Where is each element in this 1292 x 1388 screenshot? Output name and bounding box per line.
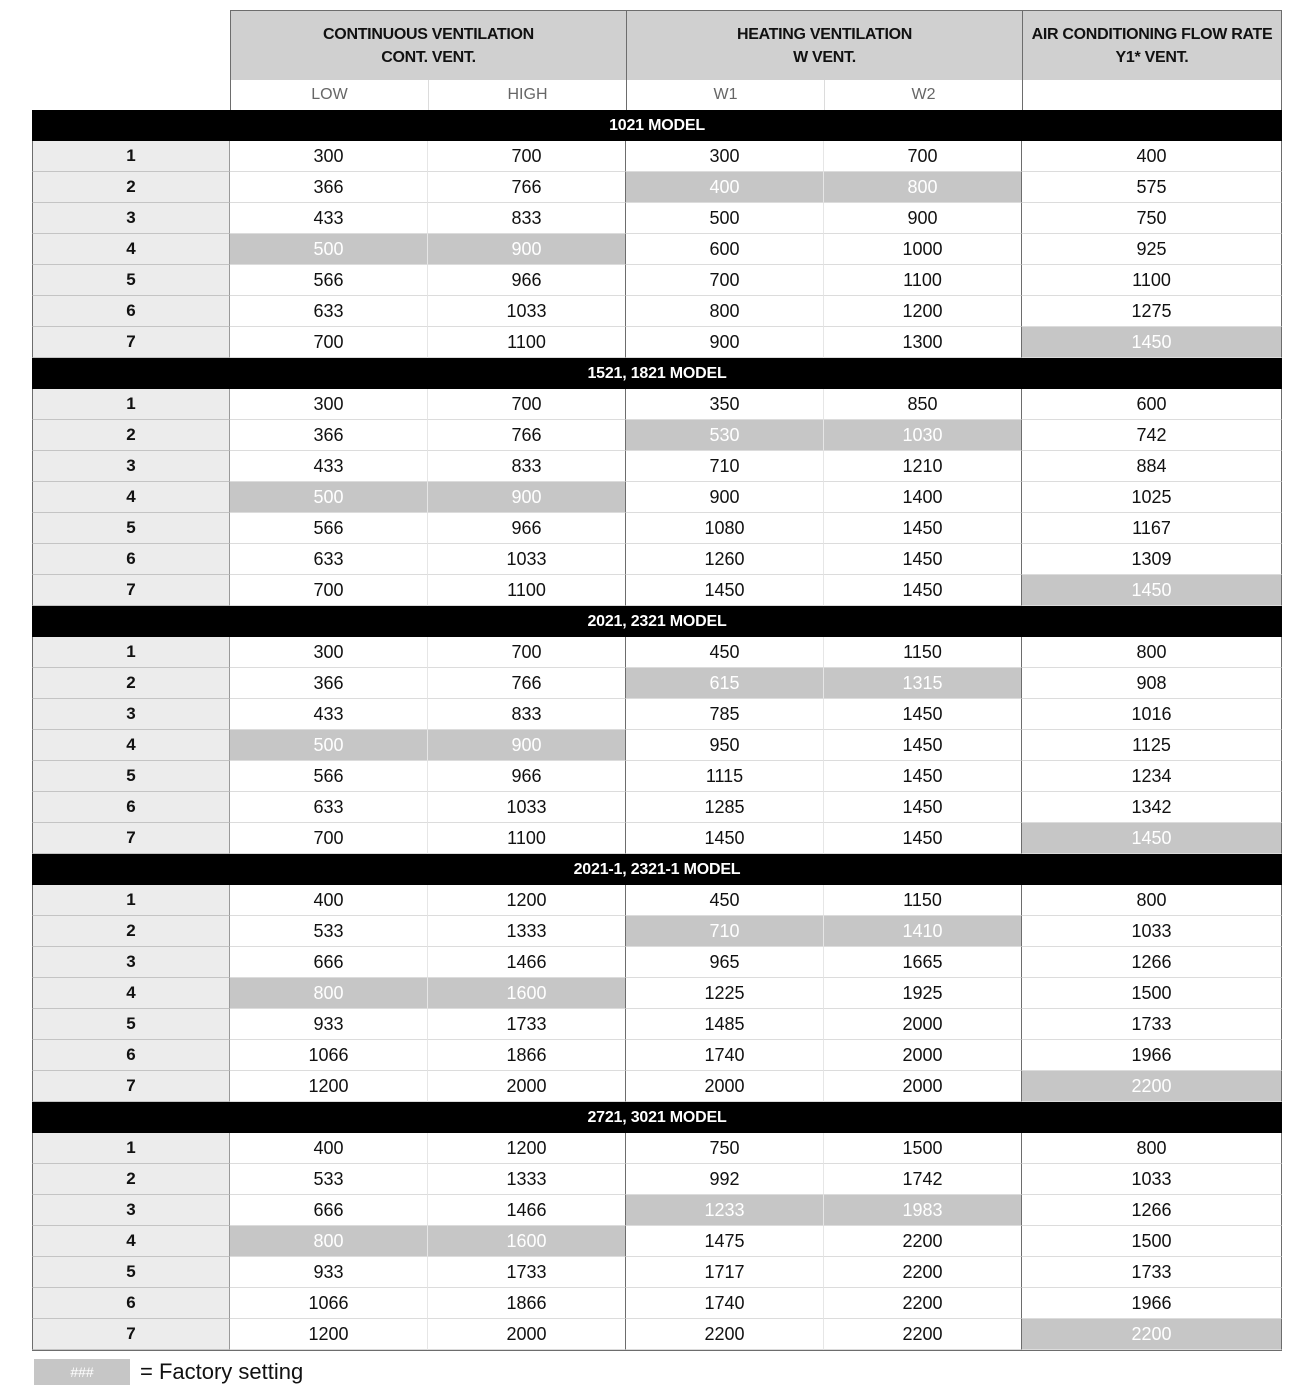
tap-number: 2 <box>32 172 230 203</box>
tap-number: 3 <box>32 203 230 234</box>
table-row <box>32 637 1282 668</box>
ac-flow-cell-factory-setting: 2200 <box>1022 1319 1282 1350</box>
cont-low-cell: 300 <box>230 389 428 420</box>
cont-low-cell-factory-setting: 500 <box>230 482 428 513</box>
ac-flow-cell: 800 <box>1022 637 1282 668</box>
cont-high-cell: 1466 <box>428 947 626 978</box>
table-row <box>32 1133 1282 1164</box>
cont-high-cell: 1033 <box>428 544 626 575</box>
heat-w1-cell-factory-setting: 400 <box>626 172 824 203</box>
table-row <box>32 1288 1282 1319</box>
tap-number: 6 <box>32 1040 230 1071</box>
ac-flow-cell: 1167 <box>1022 513 1282 544</box>
ac-flow-cell: 1234 <box>1022 761 1282 792</box>
heat-w1-cell: 1475 <box>626 1226 824 1257</box>
ac-flow-cell: 1033 <box>1022 916 1282 947</box>
tap-number: 3 <box>32 1195 230 1226</box>
heat-w2-cell: 2000 <box>824 1040 1022 1071</box>
ac-flow-cell: 1733 <box>1022 1009 1282 1040</box>
table-row <box>32 668 1282 699</box>
cont-low-cell: 700 <box>230 823 428 854</box>
cont-low-cell-factory-setting: 500 <box>230 234 428 265</box>
heat-w1-cell: 350 <box>626 389 824 420</box>
table-row <box>32 172 1282 203</box>
table-row <box>32 296 1282 327</box>
table-row <box>32 327 1282 358</box>
heat-w1-cell: 1285 <box>626 792 824 823</box>
heat-w2-cell: 2000 <box>824 1009 1022 1040</box>
cont-low-cell: 633 <box>230 792 428 823</box>
ac-flow-cell: 400 <box>1022 141 1282 172</box>
table-row <box>32 1319 1282 1350</box>
cont-high-cell: 766 <box>428 172 626 203</box>
cont-high-cell: 833 <box>428 451 626 482</box>
legend <box>34 1359 303 1385</box>
table-row <box>32 1164 1282 1195</box>
table-row <box>32 1071 1282 1102</box>
tap-number: 7 <box>32 575 230 606</box>
table-row <box>32 513 1282 544</box>
heat-w2-cell: 1665 <box>824 947 1022 978</box>
cont-low-cell: 300 <box>230 637 428 668</box>
tap-number: 1 <box>32 637 230 668</box>
heat-w2-cell: 1400 <box>824 482 1022 513</box>
cont-high-cell: 700 <box>428 141 626 172</box>
cont-high-cell: 1866 <box>428 1288 626 1319</box>
heat-w2-cell: 1925 <box>824 978 1022 1009</box>
cont-high-cell-factory-setting: 900 <box>428 730 626 761</box>
cont-low-cell: 566 <box>230 265 428 296</box>
table-row <box>32 389 1282 420</box>
cont-high-cell: 966 <box>428 761 626 792</box>
ac-flow-cell: 1500 <box>1022 978 1282 1009</box>
heat-w1-cell: 700 <box>626 265 824 296</box>
cont-high-cell: 966 <box>428 265 626 296</box>
heat-w2-cell: 1150 <box>824 637 1022 668</box>
heat-w1-cell: 710 <box>626 451 824 482</box>
model-band: 2021, 2321 MODEL <box>32 606 1282 637</box>
cont-low-cell: 366 <box>230 668 428 699</box>
tap-number: 7 <box>32 327 230 358</box>
heat-w1-cell: 2200 <box>626 1319 824 1350</box>
tap-number: 2 <box>32 420 230 451</box>
header-line2: W VENT. <box>793 48 856 66</box>
tap-number: 6 <box>32 792 230 823</box>
table-row <box>32 575 1282 606</box>
header-group-row <box>230 10 1282 80</box>
cont-high-cell: 1200 <box>428 885 626 916</box>
subheader-ac <box>1022 80 1282 110</box>
tap-number: 4 <box>32 234 230 265</box>
heat-w1-cell-factory-setting: 530 <box>626 420 824 451</box>
header-line1: CONTINUOUS VENTILATION <box>323 25 534 43</box>
heat-w2-cell-factory-setting: 800 <box>824 172 1022 203</box>
tap-number: 6 <box>32 1288 230 1319</box>
heat-w2-cell: 700 <box>824 141 1022 172</box>
table-row <box>32 1040 1282 1071</box>
heat-w1-cell: 1115 <box>626 761 824 792</box>
heat-w2-cell: 2200 <box>824 1226 1022 1257</box>
heat-w2-cell-factory-setting: 1030 <box>824 420 1022 451</box>
heat-w2-cell-factory-setting: 1983 <box>824 1195 1022 1226</box>
heat-w1-cell: 992 <box>626 1164 824 1195</box>
table-row <box>32 1257 1282 1288</box>
heat-w1-cell-factory-setting: 615 <box>626 668 824 699</box>
cont-high-cell-factory-setting: 900 <box>428 482 626 513</box>
cont-low-cell: 533 <box>230 916 428 947</box>
cont-low-cell: 933 <box>230 1257 428 1288</box>
tap-number: 5 <box>32 1257 230 1288</box>
table-row <box>32 234 1282 265</box>
table-row <box>32 761 1282 792</box>
cont-low-cell: 933 <box>230 1009 428 1040</box>
heat-w1-cell: 450 <box>626 637 824 668</box>
cont-high-cell: 1100 <box>428 575 626 606</box>
heat-w2-cell: 1200 <box>824 296 1022 327</box>
ac-flow-cell: 1266 <box>1022 947 1282 978</box>
cont-low-cell: 633 <box>230 296 428 327</box>
heat-w1-cell: 500 <box>626 203 824 234</box>
heat-w1-cell: 1485 <box>626 1009 824 1040</box>
ac-flow-cell: 742 <box>1022 420 1282 451</box>
tap-number: 1 <box>32 389 230 420</box>
table-row <box>32 1009 1282 1040</box>
tap-number: 2 <box>32 916 230 947</box>
table-row <box>32 978 1282 1009</box>
ac-flow-cell: 1966 <box>1022 1288 1282 1319</box>
cont-low-cell: 633 <box>230 544 428 575</box>
header-line1: AIR CONDITIONING FLOW RATE <box>1031 25 1273 43</box>
tap-number: 4 <box>32 482 230 513</box>
cont-high-cell: 1733 <box>428 1257 626 1288</box>
table-row <box>32 544 1282 575</box>
airflow-table-body <box>32 110 1282 1351</box>
cont-low-cell: 533 <box>230 1164 428 1195</box>
heat-w2-cell: 1450 <box>824 761 1022 792</box>
cont-high-cell: 1733 <box>428 1009 626 1040</box>
table-row <box>32 823 1282 854</box>
cont-low-cell: 433 <box>230 203 428 234</box>
table-header <box>230 10 1282 110</box>
heat-w1-cell: 965 <box>626 947 824 978</box>
cont-low-cell: 666 <box>230 1195 428 1226</box>
heat-w2-cell: 1450 <box>824 513 1022 544</box>
cont-high-cell: 833 <box>428 203 626 234</box>
heat-w2-cell: 2000 <box>824 1071 1022 1102</box>
heat-w1-cell: 300 <box>626 141 824 172</box>
cont-low-cell: 700 <box>230 575 428 606</box>
tap-number: 6 <box>32 296 230 327</box>
ac-flow-cell: 884 <box>1022 451 1282 482</box>
table-row <box>32 699 1282 730</box>
tap-number: 4 <box>32 1226 230 1257</box>
table-row <box>32 141 1282 172</box>
cont-low-cell: 566 <box>230 761 428 792</box>
cont-high-cell: 766 <box>428 420 626 451</box>
table-row <box>32 451 1282 482</box>
cont-high-cell: 2000 <box>428 1319 626 1350</box>
cont-low-cell: 1066 <box>230 1040 428 1071</box>
cont-high-cell: 2000 <box>428 1071 626 1102</box>
heat-w2-cell: 900 <box>824 203 1022 234</box>
table-row <box>32 420 1282 451</box>
tap-number: 1 <box>32 141 230 172</box>
heat-w1-cell: 1740 <box>626 1288 824 1319</box>
heat-w1-cell: 1080 <box>626 513 824 544</box>
heat-w2-cell: 1450 <box>824 699 1022 730</box>
table-row <box>32 1226 1282 1257</box>
heat-w2-cell: 1450 <box>824 575 1022 606</box>
ac-flow-cell-factory-setting: 1450 <box>1022 575 1282 606</box>
ac-flow-cell: 1500 <box>1022 1226 1282 1257</box>
ac-flow-cell: 925 <box>1022 234 1282 265</box>
cont-low-cell: 366 <box>230 172 428 203</box>
cont-high-cell: 833 <box>428 699 626 730</box>
tap-number: 6 <box>32 544 230 575</box>
tap-number: 2 <box>32 668 230 699</box>
cont-low-cell: 666 <box>230 947 428 978</box>
heat-w2-cell: 1742 <box>824 1164 1022 1195</box>
heat-w2-cell: 1450 <box>824 730 1022 761</box>
heat-w2-cell: 2200 <box>824 1288 1022 1319</box>
table-row <box>32 947 1282 978</box>
heat-w2-cell: 1500 <box>824 1133 1022 1164</box>
subheader-row <box>230 80 1282 110</box>
tap-number: 3 <box>32 947 230 978</box>
table-row <box>32 792 1282 823</box>
subheader-w1: W1 <box>626 80 824 110</box>
table-row <box>32 265 1282 296</box>
legend-label: = Factory setting <box>140 1359 304 1384</box>
cont-low-cell: 400 <box>230 885 428 916</box>
cont-low-cell: 433 <box>230 451 428 482</box>
ac-flow-cell: 1033 <box>1022 1164 1282 1195</box>
ac-flow-cell: 800 <box>1022 1133 1282 1164</box>
ac-flow-cell: 1100 <box>1022 265 1282 296</box>
heat-w2-cell: 1450 <box>824 544 1022 575</box>
heat-w1-cell: 950 <box>626 730 824 761</box>
heat-w1-cell: 785 <box>626 699 824 730</box>
cont-low-cell-factory-setting: 800 <box>230 1226 428 1257</box>
heat-w2-cell: 1300 <box>824 327 1022 358</box>
cont-high-cell: 766 <box>428 668 626 699</box>
heat-w2-cell: 1000 <box>824 234 1022 265</box>
cont-high-cell: 700 <box>428 389 626 420</box>
heat-w1-cell: 1225 <box>626 978 824 1009</box>
cont-low-cell: 300 <box>230 141 428 172</box>
cont-low-cell: 433 <box>230 699 428 730</box>
header-heating-ventilation <box>626 10 1022 80</box>
heat-w1-cell: 900 <box>626 482 824 513</box>
cont-high-cell: 1333 <box>428 916 626 947</box>
heat-w1-cell: 1717 <box>626 1257 824 1288</box>
cont-high-cell-factory-setting: 900 <box>428 234 626 265</box>
tap-number: 5 <box>32 265 230 296</box>
cont-low-cell: 400 <box>230 1133 428 1164</box>
model-band: 2721, 3021 MODEL <box>32 1102 1282 1133</box>
heat-w1-cell: 1740 <box>626 1040 824 1071</box>
subheader-low: LOW <box>230 80 428 110</box>
ac-flow-cell: 908 <box>1022 668 1282 699</box>
tap-number: 4 <box>32 730 230 761</box>
cont-high-cell-factory-setting: 1600 <box>428 1226 626 1257</box>
cont-high-cell: 1866 <box>428 1040 626 1071</box>
ac-flow-cell-factory-setting: 2200 <box>1022 1071 1282 1102</box>
heat-w1-cell-factory-setting: 710 <box>626 916 824 947</box>
ac-flow-cell: 575 <box>1022 172 1282 203</box>
tap-number: 5 <box>32 761 230 792</box>
heat-w2-cell: 2200 <box>824 1257 1022 1288</box>
model-band: 1021 MODEL <box>32 110 1282 141</box>
table-row <box>32 482 1282 513</box>
model-band: 2021-1, 2321-1 MODEL <box>32 854 1282 885</box>
ac-flow-cell: 1266 <box>1022 1195 1282 1226</box>
heat-w1-cell: 1450 <box>626 575 824 606</box>
cont-high-cell: 1333 <box>428 1164 626 1195</box>
heat-w1-cell: 900 <box>626 327 824 358</box>
heat-w1-cell: 450 <box>626 885 824 916</box>
ac-flow-cell-factory-setting: 1450 <box>1022 327 1282 358</box>
cont-high-cell: 1100 <box>428 823 626 854</box>
tap-number: 1 <box>32 1133 230 1164</box>
tap-number: 1 <box>32 885 230 916</box>
subheader-w2: W2 <box>824 80 1022 110</box>
ac-flow-cell: 1275 <box>1022 296 1282 327</box>
heat-w2-cell: 1450 <box>824 792 1022 823</box>
table-row <box>32 1195 1282 1226</box>
cont-low-cell: 1066 <box>230 1288 428 1319</box>
header-continuous-ventilation <box>230 10 626 80</box>
heat-w2-cell: 1210 <box>824 451 1022 482</box>
tap-number: 2 <box>32 1164 230 1195</box>
tap-number: 7 <box>32 1071 230 1102</box>
table-row <box>32 916 1282 947</box>
ac-flow-cell: 1309 <box>1022 544 1282 575</box>
header-line2: Y1* VENT. <box>1115 48 1189 66</box>
heat-w1-cell: 2000 <box>626 1071 824 1102</box>
ac-flow-cell-factory-setting: 1450 <box>1022 823 1282 854</box>
ac-flow-cell: 1016 <box>1022 699 1282 730</box>
header-air-conditioning-flow-rate <box>1022 10 1282 80</box>
heat-w1-cell: 600 <box>626 234 824 265</box>
model-band: 1521, 1821 MODEL <box>32 358 1282 389</box>
header-line2: CONT. VENT. <box>381 48 476 66</box>
heat-w2-cell-factory-setting: 1315 <box>824 668 1022 699</box>
heat-w1-cell: 1450 <box>626 823 824 854</box>
ac-flow-cell: 1966 <box>1022 1040 1282 1071</box>
ac-flow-cell: 1025 <box>1022 482 1282 513</box>
cont-high-cell-factory-setting: 1600 <box>428 978 626 1009</box>
tap-number: 3 <box>32 451 230 482</box>
tap-number: 3 <box>32 699 230 730</box>
heat-w1-cell: 800 <box>626 296 824 327</box>
cont-low-cell-factory-setting: 800 <box>230 978 428 1009</box>
cont-low-cell: 566 <box>230 513 428 544</box>
ac-flow-cell: 1342 <box>1022 792 1282 823</box>
cont-high-cell: 1466 <box>428 1195 626 1226</box>
cont-low-cell: 700 <box>230 327 428 358</box>
tap-number: 7 <box>32 1319 230 1350</box>
factory-setting-swatch: ### <box>34 1359 130 1385</box>
heat-w2-cell: 2200 <box>824 1319 1022 1350</box>
cont-low-cell: 366 <box>230 420 428 451</box>
heat-w2-cell: 850 <box>824 389 1022 420</box>
heat-w2-cell-factory-setting: 1410 <box>824 916 1022 947</box>
tap-number: 5 <box>32 513 230 544</box>
tap-number: 4 <box>32 978 230 1009</box>
ac-flow-cell: 1125 <box>1022 730 1282 761</box>
tap-number: 7 <box>32 823 230 854</box>
table-row <box>32 885 1282 916</box>
tap-number: 5 <box>32 1009 230 1040</box>
heat-w2-cell: 1450 <box>824 823 1022 854</box>
ac-flow-cell: 750 <box>1022 203 1282 234</box>
cont-low-cell: 1200 <box>230 1071 428 1102</box>
header-line1: HEATING VENTILATION <box>736 25 913 43</box>
cont-low-cell-factory-setting: 500 <box>230 730 428 761</box>
cont-low-cell: 1200 <box>230 1319 428 1350</box>
heat-w1-cell-factory-setting: 1233 <box>626 1195 824 1226</box>
cont-high-cell: 966 <box>428 513 626 544</box>
cont-high-cell: 1100 <box>428 327 626 358</box>
ac-flow-cell: 600 <box>1022 389 1282 420</box>
heat-w1-cell: 1260 <box>626 544 824 575</box>
cont-high-cell: 1033 <box>428 296 626 327</box>
heat-w1-cell: 750 <box>626 1133 824 1164</box>
ac-flow-cell: 1733 <box>1022 1257 1282 1288</box>
cont-high-cell: 700 <box>428 637 626 668</box>
table-row <box>32 730 1282 761</box>
cont-high-cell: 1200 <box>428 1133 626 1164</box>
cont-high-cell: 1033 <box>428 792 626 823</box>
table-row <box>32 203 1282 234</box>
ac-flow-cell: 800 <box>1022 885 1282 916</box>
heat-w2-cell: 1100 <box>824 265 1022 296</box>
subheader-high: HIGH <box>428 80 626 110</box>
heat-w2-cell: 1150 <box>824 885 1022 916</box>
